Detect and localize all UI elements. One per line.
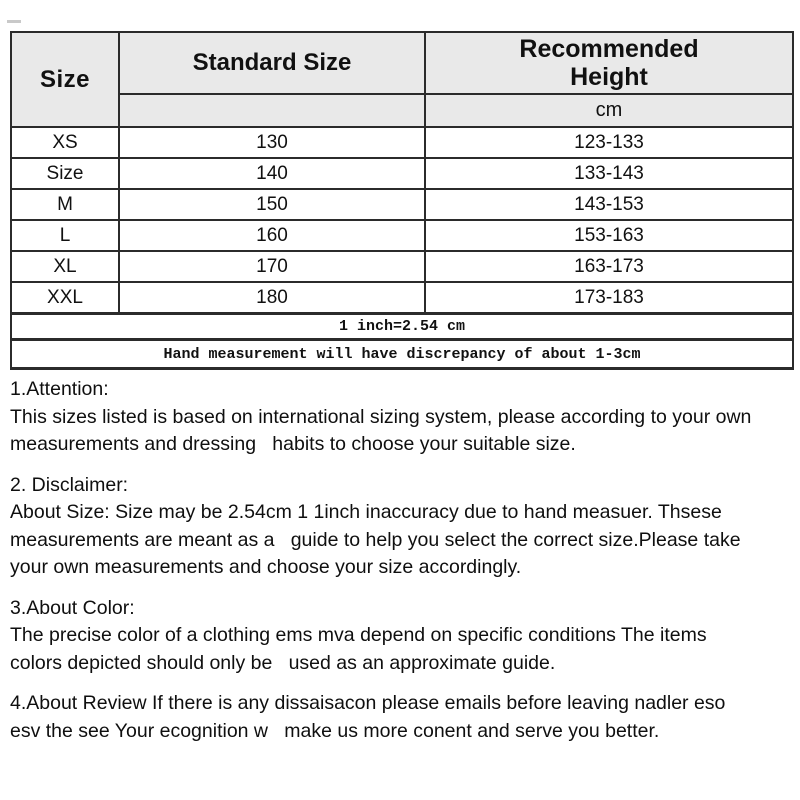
footnote-inch-row — [11, 314, 793, 340]
height-cell: 133-143 — [425, 158, 793, 189]
header-row-units — [11, 94, 793, 127]
scan-artifact-dash — [7, 20, 21, 23]
note-about-color — [10, 595, 790, 678]
standard-cell: 150 — [119, 189, 425, 220]
height-cell: 123-133 — [425, 127, 793, 158]
note-line: esv the see Your ecognition w make us more conent and serve you better. — [10, 719, 660, 742]
note-line: The precise color of a clothing ems mva depend on specific conditions The items — [10, 624, 707, 646]
size-cell: XS — [11, 127, 119, 158]
standard-cell: 130 — [119, 127, 425, 158]
size-cell: Size — [11, 158, 119, 189]
standard-cell: 140 — [119, 158, 425, 189]
standard-cell: 170 — [119, 251, 425, 282]
note-line: measurements and dressing habits to choose your suitable size. — [10, 433, 576, 455]
standard-cell: 180 — [119, 282, 425, 314]
height-cell: 173-183 — [425, 282, 793, 314]
notes-section — [10, 376, 790, 758]
size-column-header: Size — [11, 32, 119, 127]
standard-size-unit-cell — [119, 94, 425, 127]
note-disclaimer — [10, 472, 790, 582]
table-row — [11, 282, 793, 314]
size-cell: XXL — [11, 282, 119, 314]
note-line: your own measurements and choose your size accordingly. — [10, 556, 522, 578]
size-chart-table — [10, 31, 794, 370]
height-cell: 143-153 — [425, 189, 793, 220]
note-line: colors depicted should only be used as an approximate guide. — [10, 651, 556, 674]
standard-size-column-header: Standard Size — [119, 32, 425, 94]
note-about-review — [10, 690, 790, 745]
note-line: 2. Disclaimer: — [10, 473, 129, 496]
note-attention — [10, 376, 790, 459]
header-row-main — [11, 32, 793, 94]
table-row — [11, 220, 793, 251]
height-cell: 163-173 — [425, 251, 793, 282]
table-row — [11, 189, 793, 220]
table-row — [11, 251, 793, 282]
note-line: measurements are meant as a guide to help you select the correct size.Please take — [10, 528, 741, 551]
size-cell: XL — [11, 251, 119, 282]
footnote-hand-row — [11, 340, 793, 369]
note-line: 3.About Color: — [10, 596, 135, 619]
inch-conversion-note: 1 inch=2.54 cm — [11, 314, 793, 340]
table-row — [11, 127, 793, 158]
note-line: 4.About Review If there is any dissaisacon please emails before leaving nadler eso — [10, 692, 726, 714]
size-cell: L — [11, 220, 119, 251]
size-cell: M — [11, 189, 119, 220]
recommended-height-line1: Recommended — [519, 35, 699, 63]
table-row — [11, 158, 793, 189]
height-unit-cell: cm — [425, 94, 793, 127]
height-cell: 153-163 — [425, 220, 793, 251]
recommended-height-column-header — [425, 32, 793, 94]
note-line: This sizes listed is based on international sizing system, please according to your own — [10, 405, 752, 428]
recommended-height-line2: Height — [570, 63, 648, 91]
note-line: 1.Attention: — [10, 378, 109, 400]
note-line: About Size: Size may be 2.54cm 1 1inch inaccuracy due to hand measuer. Thsese — [10, 501, 722, 523]
hand-measurement-note: Hand measurement will have discrepancy of about 1-3cm — [11, 340, 793, 369]
standard-cell: 160 — [119, 220, 425, 251]
